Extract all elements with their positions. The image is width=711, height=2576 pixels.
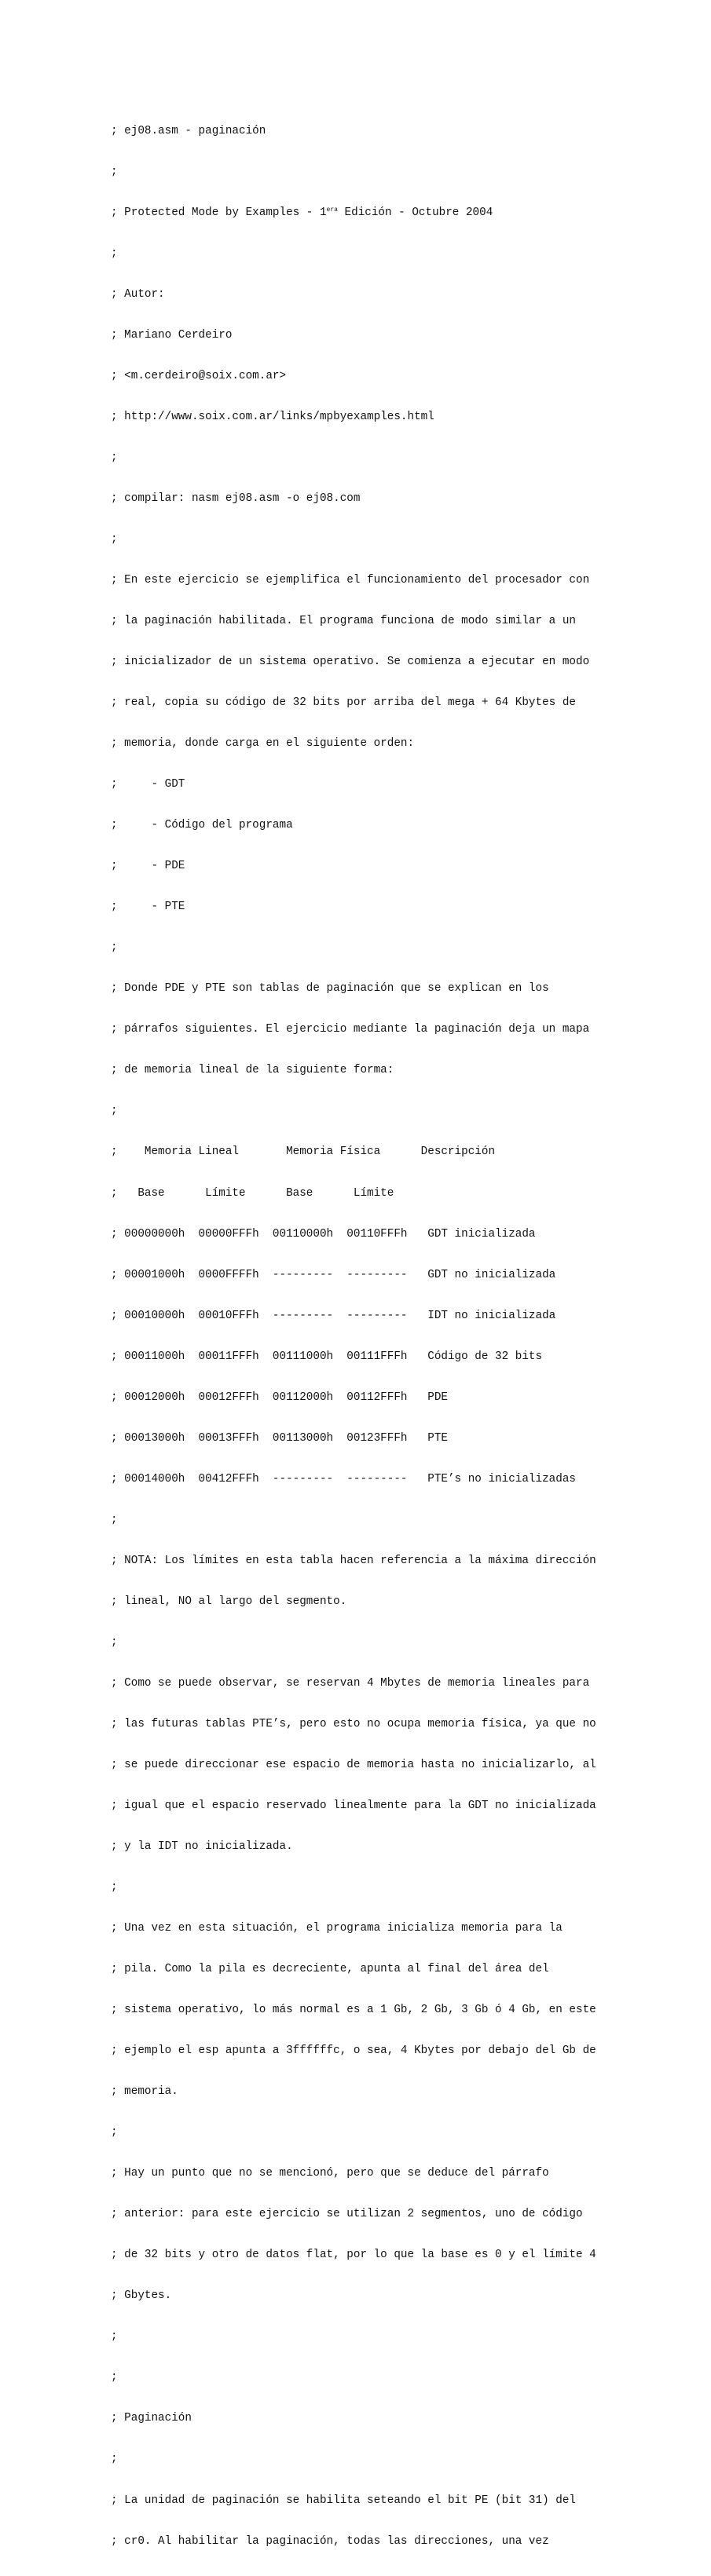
code-line: ; de 32 bits y otro de datos flat, por lo que la base es 0 y el límite 4 [111, 2249, 596, 2262]
memory-table-row: ; 00010000h 00010FFFh --------- --------- IDT no inicializada [111, 1309, 556, 1322]
code-line: ; pila. Como la pila es decreciente, apunta al final del área del [111, 1963, 549, 1976]
code-line: ; [111, 1513, 118, 1526]
code-line: ; La unidad de paginación se habilita seteando el bit PE (bit 31) del [111, 2494, 576, 2507]
code-line: ; <m.cerdeiro@soix.com.ar> [111, 369, 287, 382]
code-line: ; [111, 1881, 118, 1895]
edition-suffix: Edición - Octubre 2004 [337, 206, 493, 219]
memory-table-row: ; 00013000h 00013FFFh 00113000h 00123FFFh PTE [111, 1431, 448, 1445]
memory-table-row: ; 00011000h 00011FFFh 00111000h 00111FFFh Código de 32 bits [111, 1350, 543, 1363]
code-line: ; Una vez en esta situación, el programa inicializa memoria para la [111, 1922, 563, 1935]
code-line: ; Mariano Cerdeiro [111, 328, 233, 342]
code-line: ; [111, 2371, 118, 2384]
code-line: ; Como se puede observar, se reservan 4 Mbytes de memoria lineales para [111, 1676, 590, 1690]
code-line: ; Autor: [111, 287, 165, 301]
code-line: ; las futuras tablas PTE’s, pero esto no ocupa memoria física, ya que no [111, 1717, 596, 1730]
code-line: ; [111, 941, 118, 955]
code-line: ; [111, 1105, 118, 1118]
code-line: ; [111, 2453, 118, 2466]
code-line: ; lineal, NO al largo del segmento. [111, 1595, 347, 1608]
code-line: ; sistema operativo, lo más normal es a 1 Gb, 2 Gb, 3 Gb ó 4 Gb, en este [111, 2004, 596, 2017]
code-line: ; cr0. Al habilitar la paginación, todas las direcciones, una vez [111, 2534, 549, 2548]
code-line: ; [111, 165, 118, 178]
code-line: ; [111, 2126, 118, 2139]
section-heading-paginacion: ; Paginación [111, 2412, 192, 2425]
edition-superscript: era [326, 206, 338, 214]
code-line-edition [111, 206, 596, 220]
code-line: ; - PTE [111, 901, 185, 914]
code-line: ; NOTA: Los límites en esta tabla hacen referencia a la máxima dirección [111, 1554, 596, 1567]
code-line: ; [111, 1635, 118, 1649]
code-line: ; En este ejercicio se ejemplifica el funcionamiento del procesador con [111, 574, 590, 587]
code-line: ; igual que el espacio reservado linealmente para la GDT no inicializada [111, 1799, 596, 1812]
code-line: ; [111, 451, 118, 464]
memory-table-row: ; 00001000h 0000FFFFh --------- --------- GDT no inicializada [111, 1268, 556, 1281]
memory-table-header: ; Memoria Lineal Memoria Física Descripción [111, 1145, 496, 1159]
code-line: ; párrafos siguientes. El ejercicio mediante la paginación deja un mapa [111, 1023, 590, 1036]
code-line: ; y la IDT no inicializada. [111, 1840, 293, 1853]
memory-table-subheader: ; Base Límite Base Límite [111, 1186, 394, 1200]
code-line: ; [111, 533, 118, 546]
code-line: ; la paginación habilitada. El programa funciona de modo similar a un [111, 615, 576, 628]
code-line: ; Hay un punto que no se mencionó, pero que se deduce del párrafo [111, 2167, 549, 2180]
code-line: ; ejemplo el esp apunta a 3ffffffc, o sea, 4 Kbytes por debajo del Gb de [111, 2044, 596, 2058]
code-line: ; de memoria lineal de la siguiente forma: [111, 1064, 394, 1077]
code-line: ; [111, 247, 118, 260]
memory-table-row: ; 00000000h 00000FFFh 00110000h 00110FFFh GDT inicializada [111, 1227, 536, 1240]
code-line: ; memoria, donde carga en el siguiente orden: [111, 737, 415, 751]
code-line: ; Gbytes. [111, 2289, 172, 2303]
code-line: ; compilar: nasm ej08.asm -o ej08.com [111, 491, 361, 505]
code-line: ; ej08.asm - paginación [111, 124, 266, 137]
code-line: ; [111, 2330, 118, 2344]
memory-table-row: ; 00012000h 00012FFFh 00112000h 00112FFFh PDE [111, 1390, 448, 1404]
code-line: ; Donde PDE y PTE son tablas de paginación que se explican en los [111, 982, 549, 996]
code-line: ; http://www.soix.com.ar/links/mpbyexamples.html [111, 410, 434, 423]
code-line: ; anterior: para este ejercicio se utilizan 2 segmentos, uno de código [111, 2208, 583, 2221]
source-code-listing [111, 97, 596, 2576]
code-line: ; - Código del programa [111, 819, 293, 832]
code-line: ; memoria. [111, 2085, 178, 2099]
code-line: ; - GDT [111, 778, 185, 791]
memory-table-row: ; 00014000h 00412FFFh --------- --------- PTE’s no inicializadas [111, 1472, 576, 1485]
code-line: ; inicializador de un sistema operativo. Se comienza a ejecutar en modo [111, 656, 590, 669]
code-line: ; se puede direccionar ese espacio de memoria hasta no inicializarlo, al [111, 1758, 596, 1771]
code-line: ; real, copia su código de 32 bits por arriba del mega + 64 Kbytes de [111, 696, 576, 710]
edition-prefix: ; Protected Mode by Examples - 1 [111, 206, 327, 219]
code-line: ; - PDE [111, 860, 185, 873]
